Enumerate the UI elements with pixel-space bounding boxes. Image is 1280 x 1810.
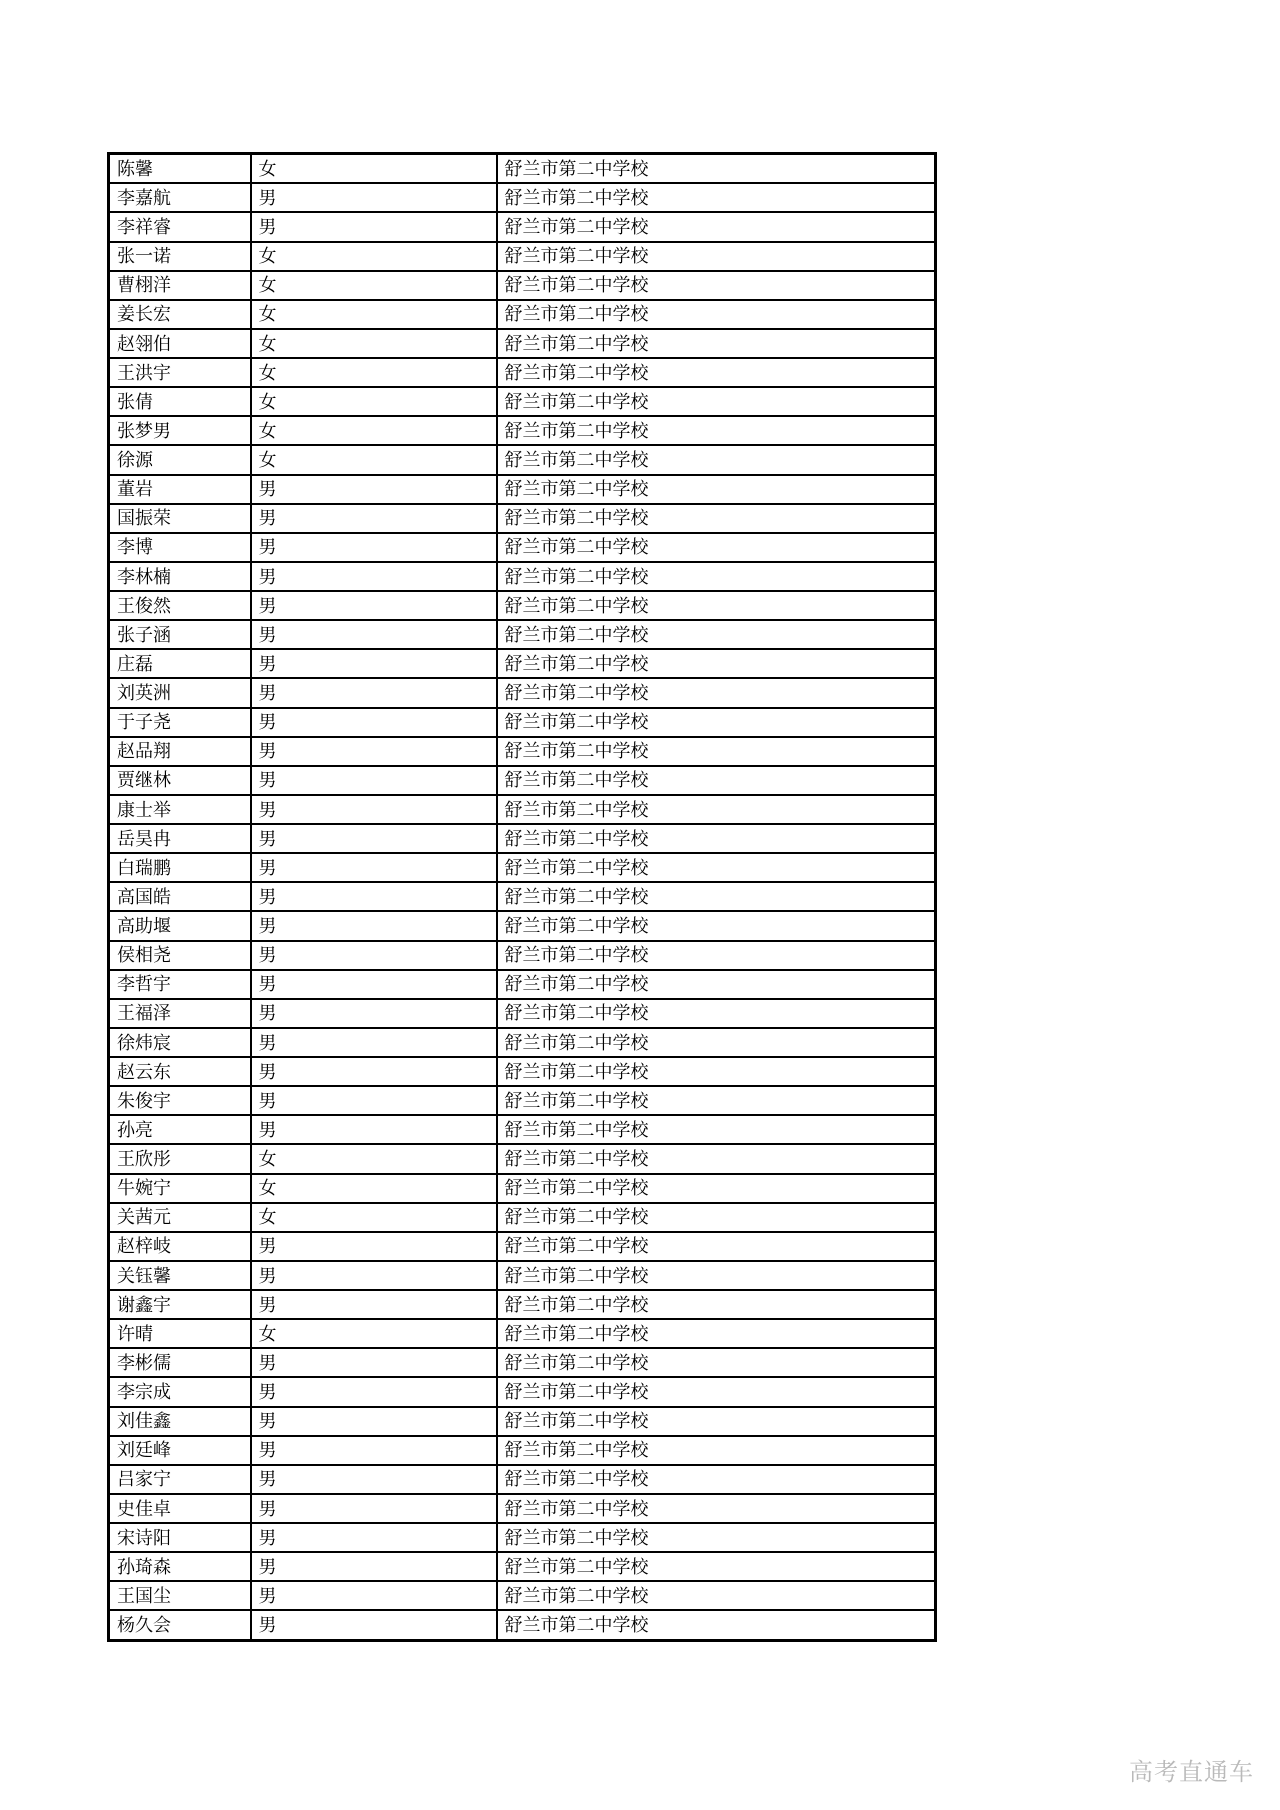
table-row bbox=[109, 533, 936, 562]
table-row bbox=[109, 620, 936, 649]
gender-cell: 女 bbox=[251, 242, 497, 271]
table-row bbox=[109, 1436, 936, 1465]
table-row bbox=[109, 882, 936, 911]
student-roster-table bbox=[107, 152, 937, 1642]
gender-cell: 男 bbox=[251, 708, 497, 737]
school-cell: 舒兰市第二中学校 bbox=[497, 271, 936, 300]
name-cell: 徐炜宸 bbox=[109, 1028, 251, 1057]
gender-cell: 女 bbox=[251, 1174, 497, 1203]
name-cell: 赵梓岐 bbox=[109, 1232, 251, 1261]
name-cell: 张子涵 bbox=[109, 620, 251, 649]
table-row bbox=[109, 329, 936, 358]
name-cell: 王欣彤 bbox=[109, 1144, 251, 1173]
gender-cell: 男 bbox=[251, 853, 497, 882]
name-cell: 李祥睿 bbox=[109, 212, 251, 241]
school-cell: 舒兰市第二中学校 bbox=[497, 999, 936, 1028]
roster-body bbox=[109, 154, 936, 1641]
name-cell: 王国尘 bbox=[109, 1581, 251, 1610]
table-row bbox=[109, 358, 936, 387]
table-row bbox=[109, 1523, 936, 1552]
table-row bbox=[109, 212, 936, 241]
table-row bbox=[109, 1465, 936, 1494]
table-row bbox=[109, 445, 936, 474]
name-cell: 赵翎伯 bbox=[109, 329, 251, 358]
name-cell: 李哲宇 bbox=[109, 970, 251, 999]
table-row bbox=[109, 271, 936, 300]
table-row bbox=[109, 1057, 936, 1086]
table-row bbox=[109, 941, 936, 970]
school-cell: 舒兰市第二中学校 bbox=[497, 1465, 936, 1494]
gender-cell: 男 bbox=[251, 1377, 497, 1406]
table-row bbox=[109, 1552, 936, 1581]
gender-cell: 男 bbox=[251, 504, 497, 533]
gender-cell: 男 bbox=[251, 475, 497, 504]
name-cell: 国振荣 bbox=[109, 504, 251, 533]
table-row bbox=[109, 1028, 936, 1057]
school-cell: 舒兰市第二中学校 bbox=[497, 300, 936, 329]
table-row bbox=[109, 1610, 936, 1640]
name-cell: 徐源 bbox=[109, 445, 251, 474]
school-cell: 舒兰市第二中学校 bbox=[497, 591, 936, 620]
school-cell: 舒兰市第二中学校 bbox=[497, 358, 936, 387]
table-row bbox=[109, 591, 936, 620]
name-cell: 孙亮 bbox=[109, 1115, 251, 1144]
school-cell: 舒兰市第二中学校 bbox=[497, 649, 936, 678]
school-cell: 舒兰市第二中学校 bbox=[497, 445, 936, 474]
name-cell: 庄磊 bbox=[109, 649, 251, 678]
school-cell: 舒兰市第二中学校 bbox=[497, 853, 936, 882]
school-cell: 舒兰市第二中学校 bbox=[497, 562, 936, 591]
gender-cell: 女 bbox=[251, 300, 497, 329]
gender-cell: 男 bbox=[251, 1261, 497, 1290]
name-cell: 刘佳鑫 bbox=[109, 1407, 251, 1436]
table-row bbox=[109, 154, 936, 184]
name-cell: 吕家宁 bbox=[109, 1465, 251, 1494]
gender-cell: 男 bbox=[251, 1290, 497, 1319]
name-cell: 孙琦森 bbox=[109, 1552, 251, 1581]
name-cell: 侯相尧 bbox=[109, 941, 251, 970]
school-cell: 舒兰市第二中学校 bbox=[497, 911, 936, 940]
school-cell: 舒兰市第二中学校 bbox=[497, 766, 936, 795]
school-cell: 舒兰市第二中学校 bbox=[497, 387, 936, 416]
school-cell: 舒兰市第二中学校 bbox=[497, 708, 936, 737]
gender-cell: 女 bbox=[251, 154, 497, 184]
school-cell: 舒兰市第二中学校 bbox=[497, 1523, 936, 1552]
name-cell: 宋诗阳 bbox=[109, 1523, 251, 1552]
school-cell: 舒兰市第二中学校 bbox=[497, 242, 936, 271]
name-cell: 曹栩洋 bbox=[109, 271, 251, 300]
name-cell: 姜长宏 bbox=[109, 300, 251, 329]
gender-cell: 女 bbox=[251, 1203, 497, 1232]
gender-cell: 男 bbox=[251, 1523, 497, 1552]
name-cell: 张一诺 bbox=[109, 242, 251, 271]
table-row bbox=[109, 649, 936, 678]
gender-cell: 男 bbox=[251, 1494, 497, 1523]
gender-cell: 男 bbox=[251, 1581, 497, 1610]
school-cell: 舒兰市第二中学校 bbox=[497, 1115, 936, 1144]
gender-cell: 男 bbox=[251, 649, 497, 678]
table-row bbox=[109, 300, 936, 329]
gender-cell: 男 bbox=[251, 824, 497, 853]
gender-cell: 男 bbox=[251, 620, 497, 649]
name-cell: 朱俊宇 bbox=[109, 1086, 251, 1115]
table-row bbox=[109, 737, 936, 766]
table-row bbox=[109, 1348, 936, 1377]
name-cell: 张梦男 bbox=[109, 416, 251, 445]
gender-cell: 男 bbox=[251, 1028, 497, 1057]
table-row bbox=[109, 504, 936, 533]
gender-cell: 男 bbox=[251, 1057, 497, 1086]
table-row bbox=[109, 1261, 936, 1290]
table-row bbox=[109, 999, 936, 1028]
name-cell: 贾继林 bbox=[109, 766, 251, 795]
gender-cell: 女 bbox=[251, 387, 497, 416]
name-cell: 关茜元 bbox=[109, 1203, 251, 1232]
table-row bbox=[109, 970, 936, 999]
table-row bbox=[109, 1086, 936, 1115]
table-row bbox=[109, 387, 936, 416]
gender-cell: 男 bbox=[251, 678, 497, 707]
table-row bbox=[109, 795, 936, 824]
school-cell: 舒兰市第二中学校 bbox=[497, 1407, 936, 1436]
gender-cell: 女 bbox=[251, 329, 497, 358]
school-cell: 舒兰市第二中学校 bbox=[497, 882, 936, 911]
gender-cell: 男 bbox=[251, 795, 497, 824]
table-row bbox=[109, 1377, 936, 1406]
table-row bbox=[109, 853, 936, 882]
name-cell: 张倩 bbox=[109, 387, 251, 416]
school-cell: 舒兰市第二中学校 bbox=[497, 970, 936, 999]
table-row bbox=[109, 475, 936, 504]
gender-cell: 男 bbox=[251, 1086, 497, 1115]
school-cell: 舒兰市第二中学校 bbox=[497, 1436, 936, 1465]
school-cell: 舒兰市第二中学校 bbox=[497, 1232, 936, 1261]
school-cell: 舒兰市第二中学校 bbox=[497, 1377, 936, 1406]
table-row bbox=[109, 708, 936, 737]
table-row bbox=[109, 1115, 936, 1144]
school-cell: 舒兰市第二中学校 bbox=[497, 678, 936, 707]
name-cell: 李宗成 bbox=[109, 1377, 251, 1406]
gender-cell: 男 bbox=[251, 737, 497, 766]
gender-cell: 男 bbox=[251, 1436, 497, 1465]
table-row bbox=[109, 1494, 936, 1523]
school-cell: 舒兰市第二中学校 bbox=[497, 1348, 936, 1377]
name-cell: 董岩 bbox=[109, 475, 251, 504]
table-row bbox=[109, 766, 936, 795]
gender-cell: 女 bbox=[251, 271, 497, 300]
gender-cell: 男 bbox=[251, 766, 497, 795]
table-row bbox=[109, 1319, 936, 1348]
name-cell: 刘英洲 bbox=[109, 678, 251, 707]
name-cell: 李彬儒 bbox=[109, 1348, 251, 1377]
table-row bbox=[109, 416, 936, 445]
table-row bbox=[109, 1174, 936, 1203]
school-cell: 舒兰市第二中学校 bbox=[497, 1174, 936, 1203]
school-cell: 舒兰市第二中学校 bbox=[497, 824, 936, 853]
gender-cell: 女 bbox=[251, 358, 497, 387]
school-cell: 舒兰市第二中学校 bbox=[497, 1261, 936, 1290]
school-cell: 舒兰市第二中学校 bbox=[497, 1203, 936, 1232]
table-row bbox=[109, 911, 936, 940]
table-row bbox=[109, 1203, 936, 1232]
table-row bbox=[109, 562, 936, 591]
gender-cell: 男 bbox=[251, 911, 497, 940]
name-cell: 高国皓 bbox=[109, 882, 251, 911]
school-cell: 舒兰市第二中学校 bbox=[497, 183, 936, 212]
table-row bbox=[109, 678, 936, 707]
gender-cell: 女 bbox=[251, 1144, 497, 1173]
school-cell: 舒兰市第二中学校 bbox=[497, 1581, 936, 1610]
name-cell: 李博 bbox=[109, 533, 251, 562]
gender-cell: 男 bbox=[251, 562, 497, 591]
name-cell: 牛婉宁 bbox=[109, 1174, 251, 1203]
gender-cell: 男 bbox=[251, 1407, 497, 1436]
name-cell: 刘廷峰 bbox=[109, 1436, 251, 1465]
gender-cell: 女 bbox=[251, 1319, 497, 1348]
school-cell: 舒兰市第二中学校 bbox=[497, 795, 936, 824]
name-cell: 康士举 bbox=[109, 795, 251, 824]
name-cell: 谢鑫宇 bbox=[109, 1290, 251, 1319]
school-cell: 舒兰市第二中学校 bbox=[497, 620, 936, 649]
name-cell: 李林楠 bbox=[109, 562, 251, 591]
name-cell: 王福泽 bbox=[109, 999, 251, 1028]
name-cell: 史佳卓 bbox=[109, 1494, 251, 1523]
school-cell: 舒兰市第二中学校 bbox=[497, 1057, 936, 1086]
watermark-text: 高考直通车 bbox=[1129, 1760, 1254, 1786]
table-row bbox=[109, 824, 936, 853]
school-cell: 舒兰市第二中学校 bbox=[497, 154, 936, 184]
school-cell: 舒兰市第二中学校 bbox=[497, 1319, 936, 1348]
name-cell: 陈馨 bbox=[109, 154, 251, 184]
school-cell: 舒兰市第二中学校 bbox=[497, 941, 936, 970]
gender-cell: 男 bbox=[251, 591, 497, 620]
school-cell: 舒兰市第二中学校 bbox=[497, 533, 936, 562]
school-cell: 舒兰市第二中学校 bbox=[497, 1290, 936, 1319]
table-row bbox=[109, 1232, 936, 1261]
name-cell: 王洪宇 bbox=[109, 358, 251, 387]
name-cell: 李嘉航 bbox=[109, 183, 251, 212]
school-cell: 舒兰市第二中学校 bbox=[497, 212, 936, 241]
school-cell: 舒兰市第二中学校 bbox=[497, 475, 936, 504]
school-cell: 舒兰市第二中学校 bbox=[497, 416, 936, 445]
school-cell: 舒兰市第二中学校 bbox=[497, 329, 936, 358]
table-row bbox=[109, 242, 936, 271]
name-cell: 于子尧 bbox=[109, 708, 251, 737]
table-row bbox=[109, 1290, 936, 1319]
gender-cell: 女 bbox=[251, 445, 497, 474]
gender-cell: 男 bbox=[251, 1610, 497, 1640]
gender-cell: 男 bbox=[251, 533, 497, 562]
name-cell: 白瑞鹏 bbox=[109, 853, 251, 882]
gender-cell: 男 bbox=[251, 1552, 497, 1581]
gender-cell: 男 bbox=[251, 1115, 497, 1144]
table-row bbox=[109, 1144, 936, 1173]
school-cell: 舒兰市第二中学校 bbox=[497, 1144, 936, 1173]
gender-cell: 男 bbox=[251, 1348, 497, 1377]
name-cell: 岳昊冉 bbox=[109, 824, 251, 853]
school-cell: 舒兰市第二中学校 bbox=[497, 1494, 936, 1523]
school-cell: 舒兰市第二中学校 bbox=[497, 1086, 936, 1115]
name-cell: 高助堰 bbox=[109, 911, 251, 940]
table-row bbox=[109, 1581, 936, 1610]
school-cell: 舒兰市第二中学校 bbox=[497, 1028, 936, 1057]
gender-cell: 男 bbox=[251, 941, 497, 970]
table-row bbox=[109, 1407, 936, 1436]
school-cell: 舒兰市第二中学校 bbox=[497, 1610, 936, 1640]
gender-cell: 女 bbox=[251, 416, 497, 445]
name-cell: 赵云东 bbox=[109, 1057, 251, 1086]
gender-cell: 男 bbox=[251, 882, 497, 911]
name-cell: 王俊然 bbox=[109, 591, 251, 620]
table-row bbox=[109, 183, 936, 212]
name-cell: 杨久会 bbox=[109, 1610, 251, 1640]
school-cell: 舒兰市第二中学校 bbox=[497, 737, 936, 766]
gender-cell: 男 bbox=[251, 1465, 497, 1494]
name-cell: 关钰馨 bbox=[109, 1261, 251, 1290]
name-cell: 赵品翔 bbox=[109, 737, 251, 766]
school-cell: 舒兰市第二中学校 bbox=[497, 1552, 936, 1581]
school-cell: 舒兰市第二中学校 bbox=[497, 504, 936, 533]
gender-cell: 男 bbox=[251, 999, 497, 1028]
gender-cell: 男 bbox=[251, 1232, 497, 1261]
gender-cell: 男 bbox=[251, 970, 497, 999]
gender-cell: 男 bbox=[251, 183, 497, 212]
name-cell: 许晴 bbox=[109, 1319, 251, 1348]
gender-cell: 男 bbox=[251, 212, 497, 241]
